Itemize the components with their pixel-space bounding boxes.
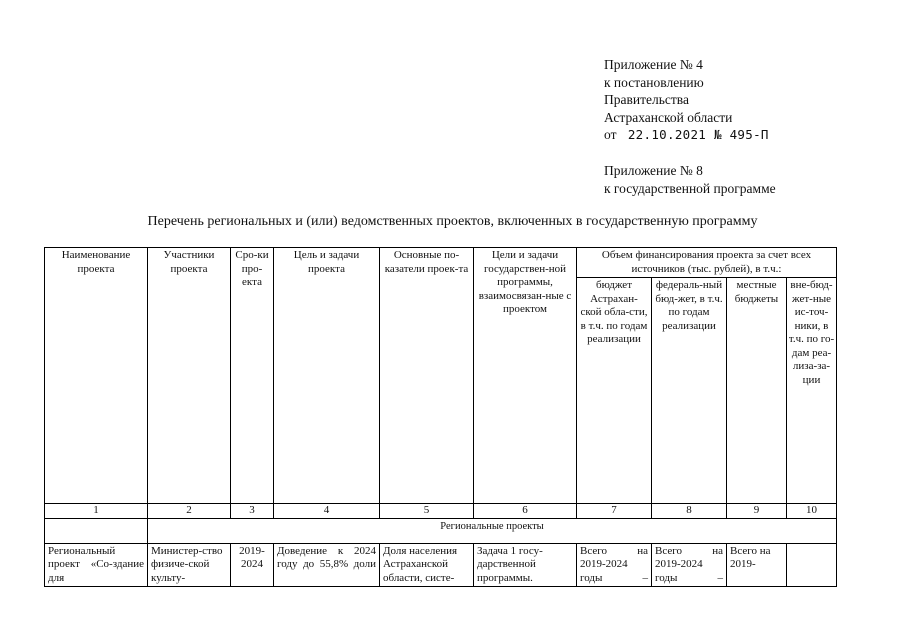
row-indicator: Доля населения Астраханской области, систе- — [380, 543, 474, 587]
header-funding-group: Объем финансирования проекта за счет всех источников (тыс. рублей), в т.ч.: — [577, 248, 837, 278]
appendix-4-line: Астраханской области — [604, 109, 733, 125]
appendix-4-line: Приложение № 4 — [604, 57, 703, 72]
header-regional-budget: бюджет Астрахан-ской обла-сти, в т.ч. по годам реализации — [577, 278, 652, 504]
row-goal: Доведение к 2024 году до 55,8% доли — [274, 543, 380, 587]
row-local-budgets: Всего на 2019- — [727, 543, 787, 587]
row-project-name: Региональный проект «Со-здание для — [45, 543, 148, 587]
appendix-8-line: к государственной программе — [604, 180, 776, 196]
row-program-task: Задача 1 госу-дарственной программы. — [474, 543, 577, 587]
header-extrabudget: вне-бюд-жет-ные ис-точ-ники, в т.ч. по го-дам реа-лиза-за-ции — [787, 278, 837, 504]
appendix-4-block — [604, 56, 769, 144]
column-number: 5 — [380, 504, 474, 519]
header-terms: Сро-ки про-екта — [231, 248, 274, 504]
date-prefix: от — [604, 127, 617, 142]
appendix-4-date — [604, 126, 769, 144]
column-number: 3 — [231, 504, 274, 519]
column-number: 8 — [652, 504, 727, 519]
column-number: 7 — [577, 504, 652, 519]
row-terms: 2019-2024 — [231, 543, 274, 587]
header-program-goals: Цели и задачи государствен-ной программы, взаимосвязан-ные с проектом — [474, 248, 577, 504]
section-spacer-cell — [45, 518, 148, 543]
row-federal-budget: Всего на 2019-2024 годы – — [652, 543, 727, 587]
header-participants: Участники проекта — [148, 248, 231, 504]
section-heading: Региональные проекты — [148, 518, 837, 543]
projects-table — [44, 247, 837, 587]
column-number: 1 — [45, 504, 148, 519]
column-number: 6 — [474, 504, 577, 519]
date-value: 22.10.2021 № 495-П — [627, 127, 769, 142]
document-title: Перечень региональных и (или) ведомственных проектов, включенных в государственную программу — [147, 214, 758, 229]
column-number: 10 — [787, 504, 837, 519]
header-goal-tasks: Цель и задачи проекта — [274, 248, 380, 504]
appendix-4-line: к постановлению — [604, 74, 704, 90]
header-local-budgets: местные бюджеты — [727, 278, 787, 504]
row-extrabudget — [787, 543, 837, 587]
header-federal-budget: федераль-ный бюд-жет, в т.ч. по годам реализации — [652, 278, 727, 504]
header-project-name: Наименование проекта — [45, 248, 148, 504]
appendix-8-line: Приложение № 8 — [604, 163, 703, 178]
header-indicators: Основные по-казатели проек-та — [380, 248, 474, 504]
appendix-4-line: Правительства — [604, 92, 689, 107]
appendix-8-block — [604, 162, 776, 197]
row-regional-budget: Всего на 2019-2024 годы – — [577, 543, 652, 587]
column-number: 2 — [148, 504, 231, 519]
column-number: 4 — [274, 504, 380, 519]
column-number: 9 — [727, 504, 787, 519]
row-participants: Министер-ство физиче-ской культу- — [148, 543, 231, 587]
